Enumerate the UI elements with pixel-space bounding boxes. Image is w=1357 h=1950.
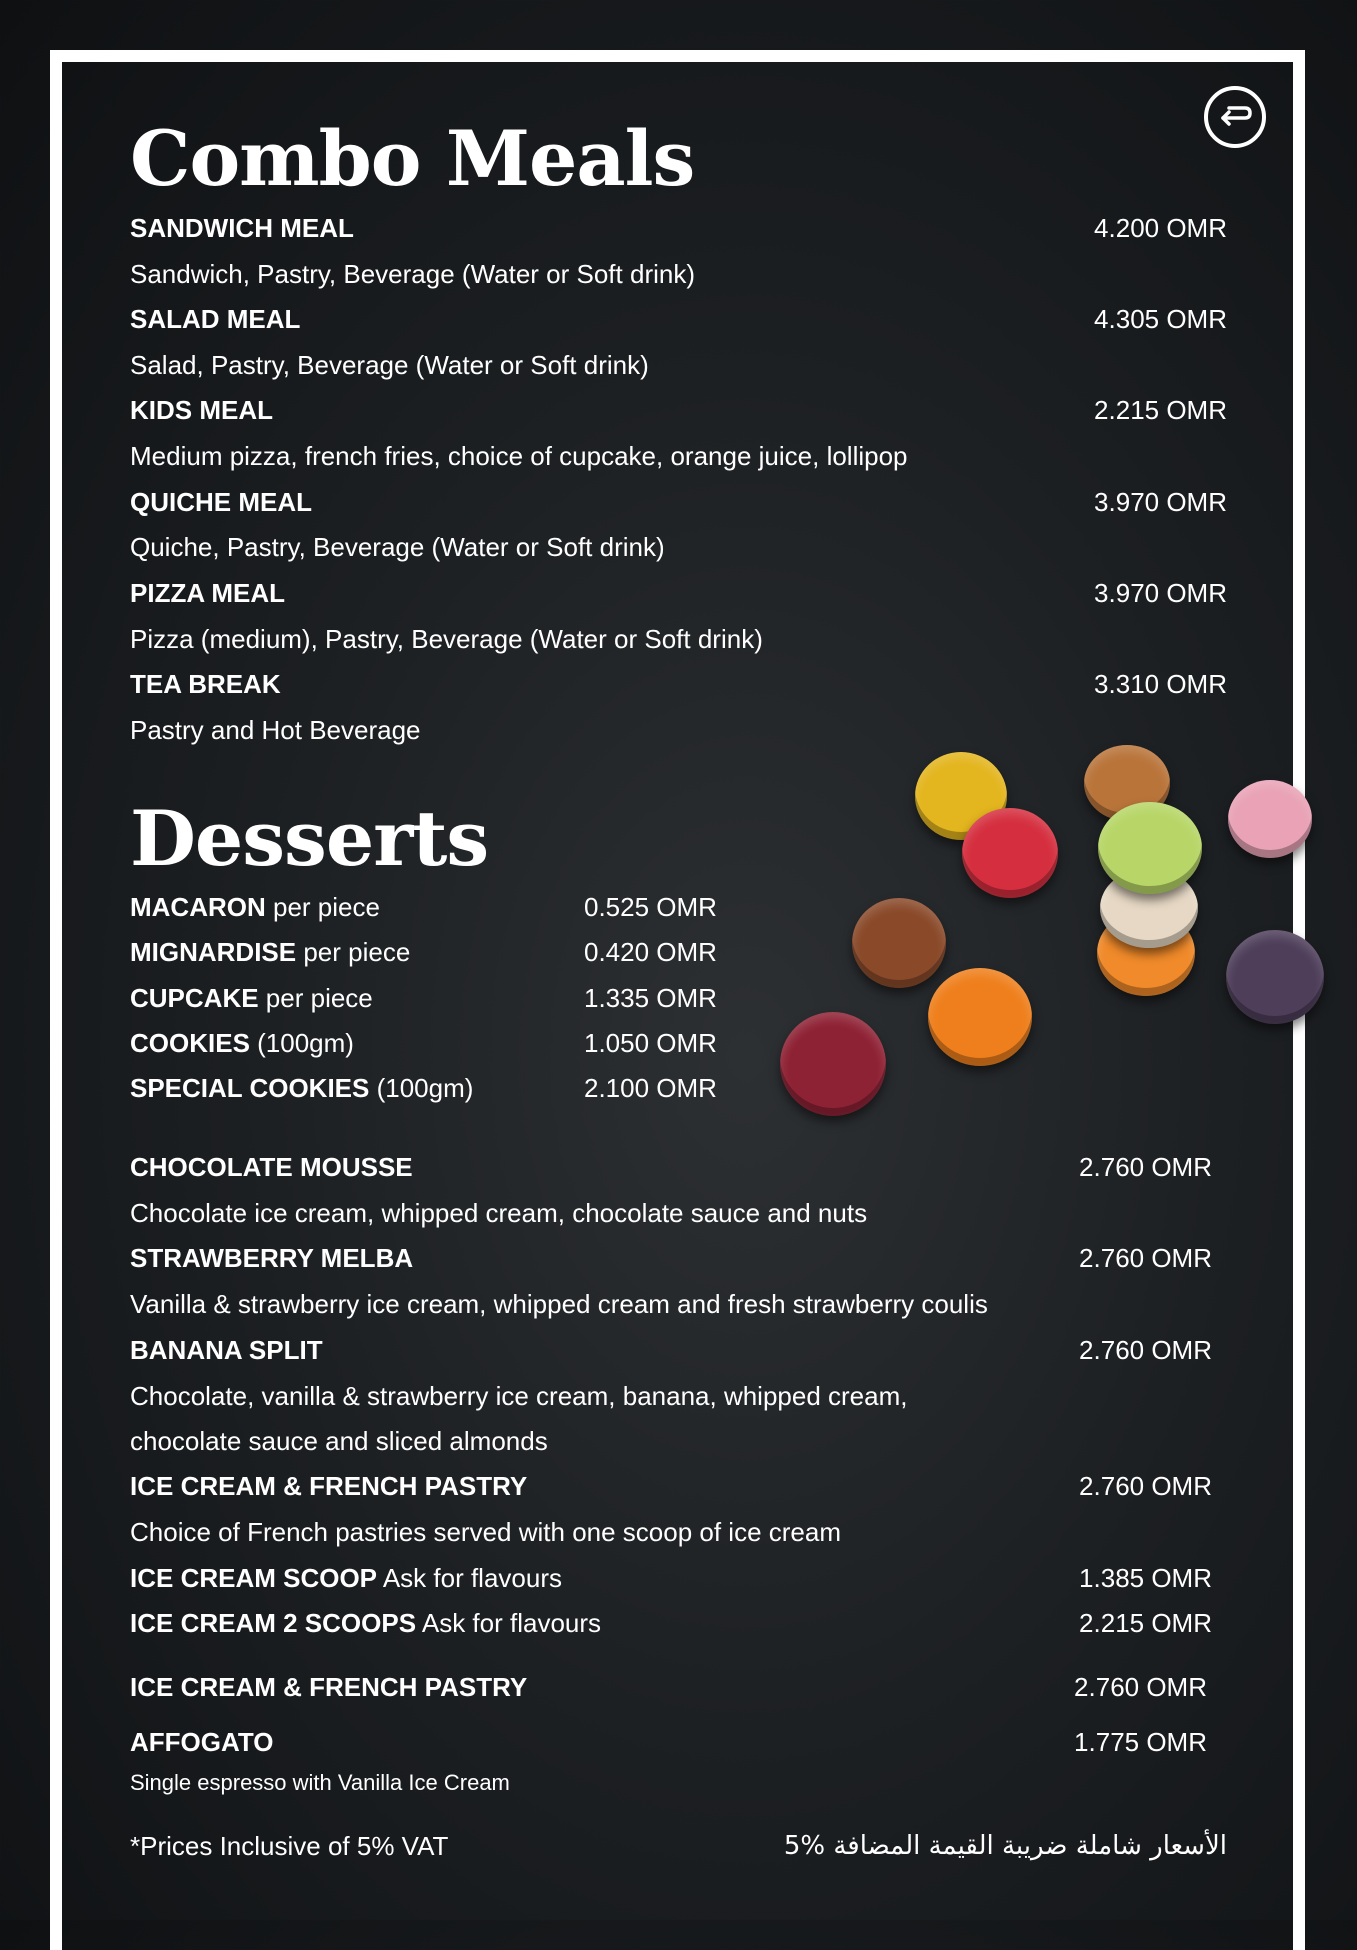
item-price: 2.760 OMR [1074, 1671, 1207, 1702]
item-price: 2.760 OMR [1079, 1470, 1212, 1501]
macaron-chocolate [852, 898, 946, 988]
menu-item-row [130, 1149, 1212, 1185]
item-name: SANDWICH MEAL [130, 212, 354, 243]
menu-item-row [130, 392, 1227, 428]
menu-item-row [130, 666, 1227, 702]
item-price: 3.970 OMR [1094, 486, 1227, 517]
item-description: Pastry and Hot Beverage [130, 715, 421, 745]
item-price: 2.215 OMR [1094, 394, 1227, 425]
item-description: Single espresso with Vanilla Ice Cream [130, 1770, 510, 1795]
back-arrow-icon [1217, 103, 1253, 131]
macaron-raspberry [780, 1012, 886, 1116]
item-price: 2.760 OMR [1079, 1151, 1212, 1182]
item-name: SALAD MEAL [130, 303, 301, 334]
item-name: BANANA SPLIT [130, 1334, 323, 1365]
dessert-piece-name: SPECIAL COOKIES (100gm) [130, 1072, 474, 1103]
item-price: 2.215 OMR [1079, 1607, 1212, 1638]
menu-item-row [130, 301, 1227, 337]
menu-item-row [130, 1724, 1207, 1760]
menu-item-row [130, 1468, 1212, 1504]
item-price: 4.305 OMR [1094, 303, 1227, 334]
dessert-piece-row [130, 889, 717, 925]
menu-item-row [130, 210, 1227, 246]
desserts-title: Desserts [130, 794, 489, 883]
item-price: 1.385 OMR [1079, 1562, 1212, 1593]
dessert-piece-name: MIGNARDISE per piece [130, 936, 411, 967]
combo-meals-title: Combo Meals [130, 114, 695, 203]
macaron-pistachio [1098, 802, 1202, 894]
item-description: chocolate sauce and sliced almonds [130, 1426, 548, 1456]
dessert-piece-row [130, 1025, 717, 1061]
dessert-piece-row [130, 1070, 717, 1106]
macaron-red [962, 808, 1058, 898]
macaron-blackcurrant [1226, 930, 1324, 1024]
item-name: ICE CREAM SCOOP Ask for flavours [130, 1562, 562, 1593]
item-description: Chocolate, vanilla & strawberry ice cream, banana, whipped cream, [130, 1381, 908, 1411]
dessert-piece-name: COOKIES (100gm) [130, 1027, 354, 1058]
item-description: Medium pizza, french fries, choice of cupcake, orange juice, lollipop [130, 441, 908, 471]
item-name: STRAWBERRY MELBA [130, 1242, 414, 1273]
item-name: CHOCOLATE MOUSSE [130, 1151, 413, 1182]
dessert-piece-name: MACARON per piece [130, 891, 380, 922]
dessert-piece-price: 0.420 OMR [584, 936, 717, 967]
menu-item-row [130, 1669, 1207, 1705]
menu-item-row [130, 575, 1227, 611]
dessert-piece-row [130, 934, 717, 970]
item-price: 4.200 OMR [1094, 212, 1227, 243]
item-name: AFFOGATO [130, 1726, 274, 1757]
dessert-piece-price: 0.525 OMR [584, 891, 717, 922]
item-description: Pizza (medium), Pastry, Beverage (Water or Soft drink) [130, 624, 763, 654]
dessert-piece-row [130, 980, 717, 1016]
item-price: 1.775 OMR [1074, 1726, 1207, 1757]
item-description: Sandwich, Pastry, Beverage (Water or Soft drink) [130, 259, 695, 289]
menu-item-row [130, 1332, 1212, 1368]
item-name: ICE CREAM & FRENCH PASTRY [130, 1470, 528, 1501]
item-description: Vanilla & strawberry ice cream, whipped cream and fresh strawberry coulis [130, 1289, 988, 1319]
item-price: 3.310 OMR [1094, 668, 1227, 699]
dessert-piece-price: 1.335 OMR [584, 982, 717, 1013]
back-button[interactable] [1204, 86, 1266, 148]
macarons-image [770, 740, 1330, 1130]
item-price: 2.760 OMR [1079, 1242, 1212, 1273]
item-description: Salad, Pastry, Beverage (Water or Soft drink) [130, 350, 649, 380]
item-description: Quiche, Pastry, Beverage (Water or Soft drink) [130, 532, 665, 562]
item-name: KIDS MEAL [130, 394, 273, 425]
dessert-piece-name: CUPCAKE per piece [130, 982, 373, 1013]
item-name: PIZZA MEAL [130, 577, 286, 608]
item-description: Choice of French pastries served with one scoop of ice cream [130, 1517, 842, 1547]
vat-note-english: *Prices Inclusive of 5% VAT [130, 1831, 449, 1861]
dessert-piece-price: 1.050 OMR [584, 1027, 717, 1058]
item-name: ICE CREAM 2 SCOOPS Ask for flavours [130, 1607, 602, 1638]
menu-item-row [130, 484, 1227, 520]
item-name: QUICHE MEAL [130, 486, 312, 517]
menu-item-row [130, 1240, 1212, 1276]
item-price: 2.760 OMR [1079, 1334, 1212, 1365]
menu-item-row [130, 1560, 1212, 1596]
macaron-orange [928, 968, 1032, 1066]
menu-item-row [130, 1605, 1212, 1641]
macaron-pink [1228, 780, 1312, 858]
item-price: 3.970 OMR [1094, 577, 1227, 608]
item-description: Chocolate ice cream, whipped cream, chocolate sauce and nuts [130, 1198, 868, 1228]
vat-note-arabic: الأسعار شاملة ضريبة القيمة المضافة %5 [783, 1831, 1227, 1861]
item-name: TEA BREAK [130, 668, 281, 699]
item-name: ICE CREAM & FRENCH PASTRY [130, 1671, 528, 1702]
dessert-piece-price: 2.100 OMR [584, 1072, 717, 1103]
